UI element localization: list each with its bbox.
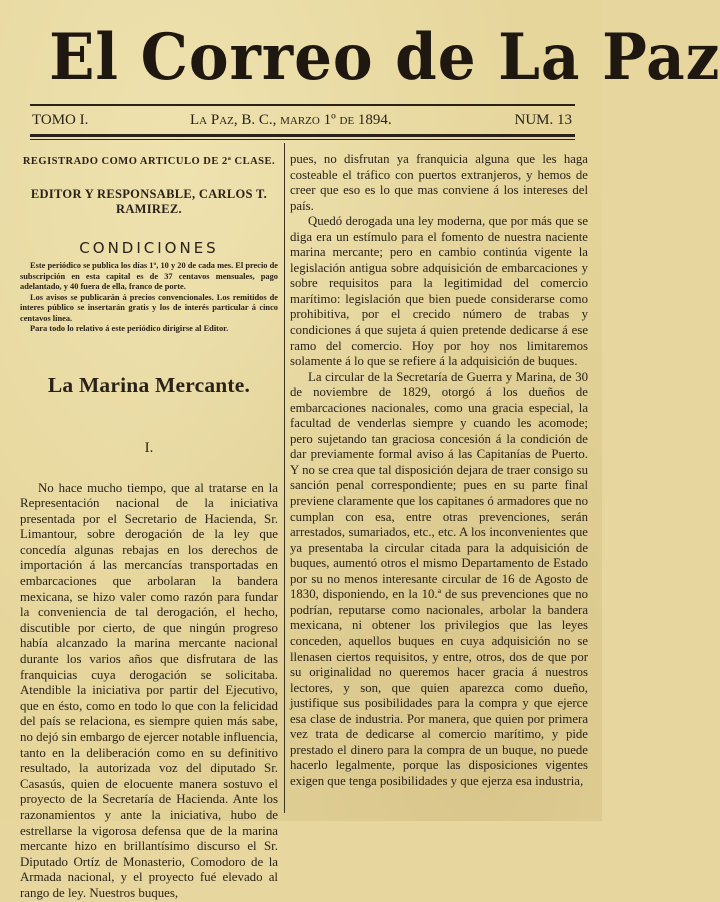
masthead-rule-bottom bbox=[30, 134, 575, 137]
registration-note: REGISTRADO COMO ARTICULO DE 2ª CLASE. bbox=[22, 156, 276, 167]
issue-number: NUM. 13 bbox=[514, 112, 572, 128]
article-paragraph: No hace mucho tiempo, que al tratarse en la Representación nacional de la iniciativa presentada por el Secretario de Hacienda, Sr. Limantour, sobre derogación de la ley que concedía algunas rebajas en los derechos de importación á las mercancías transportadas en embarcaciones que arbolaran la bandera mexicana, se hizo valer como razón para fundar la conveniencia de tal derogación, el hecho, discutible por cierto, de que ningún progreso había alcanzado la marina mercante nacional durante los varios años que disfrutara de las franquicias cuya derogación se solicitaba. Atendible la iniciativa por partir del Ejecutivo, que en ésto, como en todo lo que con la felicidad del país se relaciona, es siempre quien más sabe, no dejó sin embargo de ejercer notable influencia, tanto en la deliberación como en su definitivo resultado, la autorizada voz del diputado Sr. Casasús, quien de elocuente manera sostuvo el proyecto de la Secretaría de Hacienda. Ante los razonamientos y ante la iniciativa, hubo de estrellarse la vigorosa defensa que de la marina mercante hizo en brillantísimo discurso el Sr. Diputado Ortíz de Monasterio, Comodoro de la Armada nacional, y el proyecto fué elevado al rango de ley. Nuestros buques, bbox=[20, 480, 278, 900]
place-date: La Paz, B. C., marzo 1º de 1894. bbox=[190, 112, 392, 128]
masthead-rule-bottom-thin bbox=[30, 139, 575, 140]
article-paragraph: La circular de la Secretaría de Guerra y Marina, de 30 de noviembre de 1829, otorgó á los dueños de embarcaciones nacionales, como una gracia especial, la facultad de venderlas siempre y cuando les acomode; pero sujetando tan graciosa concesión á la condición de dar previamente formal aviso á las Capitanías de Puerto. Y no se crea que tal disposición dejara de traer consigo su sanción penal correspondiente; pues en su parte final previene claramente que los capitanes ó armadores que no cumplan con esa, entre otras prevenciones, serán arrestados, sumariados, etc., etc. A los inconvenientes que ya presentaba la circular citada para la adquisición de buques, aumentó otros el mismo Departamento de Estado por su no menos interesante circular de 16 de Agosto de 1830, disponiendo, en la 10.ª de sus prevenciones que no podrían, reputarse como nacionales, arbolar la bandera mexicana, ni obtener los privilegios que las leyes conceden, aquellos buques en cuya adquisición no se llenasen ciertos requisitos, y entre, otros, dos de que por su originalidad no queremos hacer gracia á nuestros lectores, y son, que quien aparezca como dueño, justifique sus posibilidades para la compra y que ejerce esa clase de industria. Por manera, que quien por primera vez trata de dedicarse al comercio marítimo, y pide prestado el dinero para la compra de un buque, no puede hacerlo legalmente, porque las disposiciones vigentes exigen que tenga posibilidades y que ejerza esa industria, bbox=[290, 369, 588, 788]
conditions-text bbox=[20, 261, 278, 335]
article-paragraph: Quedó derogada una ley moderna, que por más que se diga era un estímulo para el fomento de nuestra naciente marina mercante; pero en cambio continúa vigente la legislación antigua sobre adquisición de embarcaciones y sobre requisitos para la legitimidad del comercio marítimo: legislación que bien puede considerarse como prohibitiva, por el crecido número de trabas y condiciones á que sujeta á quien pretende dedicarse á ese ramo del comercio. Hoy por hoy nos limitaremos solamente á lo que se refiere á la adquisición de buques. bbox=[290, 214, 588, 369]
right-column bbox=[290, 152, 588, 789]
conditions-heading: CONDICIONES bbox=[79, 239, 219, 257]
conditions-paragraph: Este periódico se publica los días 1º, 10 y 20 de cada mes. El precio de subscripción en esta capital es de 37 centavos mensuales, pago adelantado, y 40 fuera de ella, franco de porte. bbox=[20, 261, 278, 291]
article-paragraph: pues, no disfrutan ya franquicia alguna que les haga costeable el tráfico con puertos extranjeros, y hemos de creer que eso es lo que mas conviene á los intereses del país. bbox=[290, 152, 588, 213]
masthead-rule-top bbox=[30, 104, 575, 106]
article-body-left bbox=[20, 481, 278, 902]
conditions-paragraph: Para todo lo relativo á este periódico dirigirse al Editor. bbox=[30, 324, 229, 333]
volume-label: TOMO I. bbox=[32, 112, 89, 128]
section-number: I. bbox=[144, 439, 154, 456]
left-column bbox=[20, 152, 278, 902]
article-title: La Marina Mercante. bbox=[47, 372, 251, 397]
conditions-paragraph: Los avisos se publicarán á precios convencionales. Los remitidos de interes público se insertarán gratis y los de interés particular á cinco centavos línea. bbox=[20, 292, 278, 323]
masthead-title: El Correo de La Paz bbox=[49, 20, 720, 95]
dateline bbox=[32, 109, 572, 131]
editor-line: EDITOR Y RESPONSABLE, CARLOS T. RAMIREZ. bbox=[30, 187, 268, 216]
column-divider bbox=[284, 143, 285, 813]
